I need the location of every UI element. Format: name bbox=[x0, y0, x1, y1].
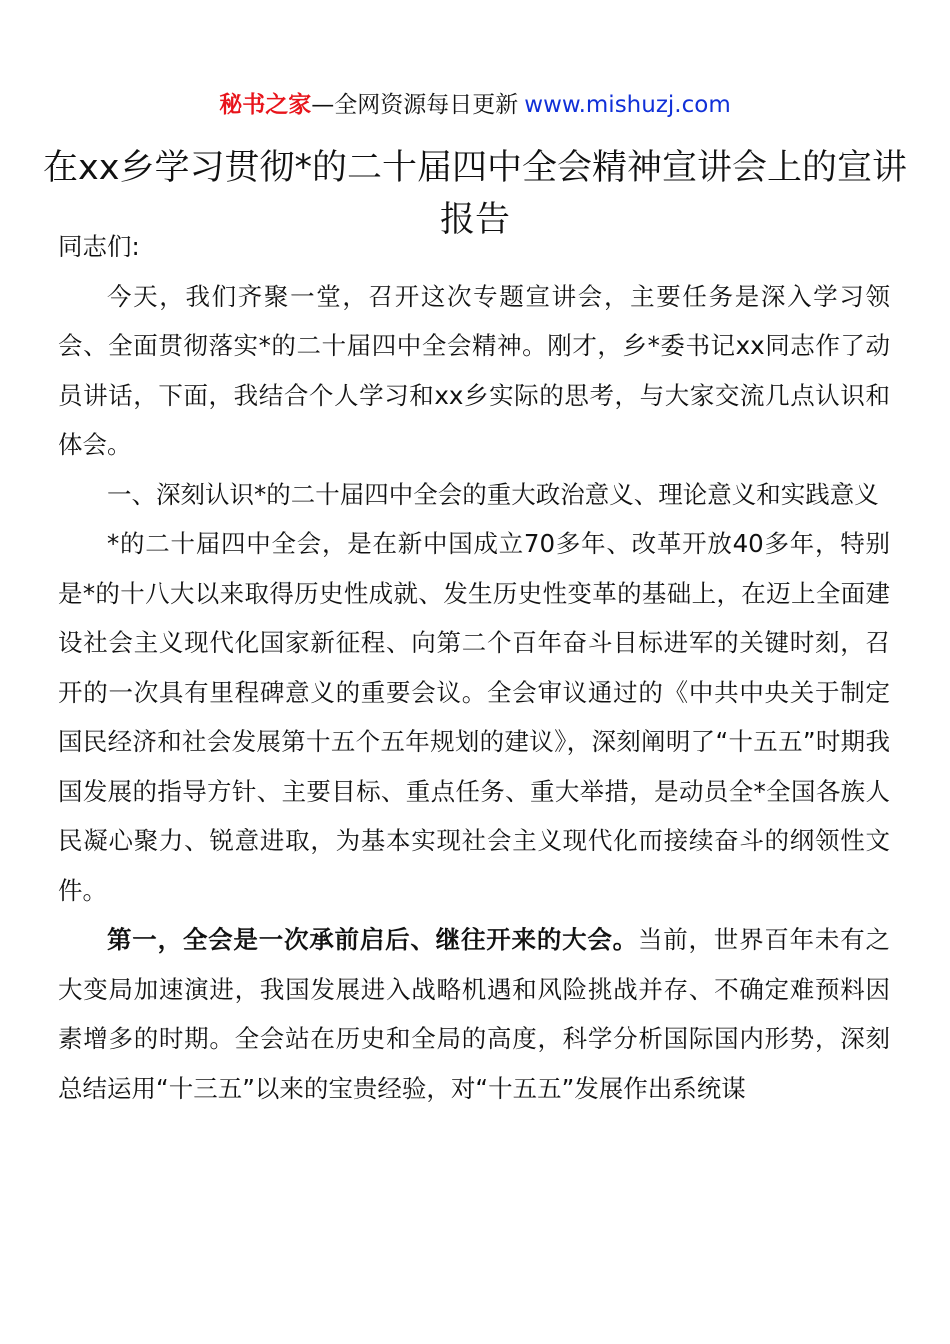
document-title: 在xx乡学习贯彻*的二十届四中全会精神宣讲会上的宣讲报告 bbox=[43, 148, 907, 240]
paragraph-background: *的二十届四中全会，是在新中国成立70多年、改革开放40多年，特别是*的十八大以来取得历史性成就、发生历史性变革的基础上，在迈上全面建设社会主义现代化国家新征程、向第二个百年奋斗目标进军的关键时刻，召开的一次具有里程碑意义的重要会议。全会审议通过的《中共中央关于制定国民经济和社会发展第十五个五年规划的建议》，深刻阐明了“十五五”时期我国发展的指导方针、主要目标、重点任务、重大举措，是动员全*全国各族人民凝心聚力、锐意进取，为基本实现社会主义现代化而接续奋斗的纲领性文件。 bbox=[58, 529, 890, 905]
document-body bbox=[58, 222, 890, 1113]
paragraph-intro: 今天，我们齐聚一堂，召开这次专题宣讲会，主要任务是深入学习领会、全面贯彻落实*的二十届四中全会精神。刚才，乡*委书记xx同志作了动员讲话，下面，我结合个人学习和xx乡实际的思考，与大家交流几点认识和体会。 bbox=[58, 281, 890, 459]
site-tagline: —全网资源每日更新 bbox=[311, 92, 519, 118]
point-1-heading: 第一，全会是一次承前启后、继往开来的大会。 bbox=[107, 925, 638, 954]
section-heading-1: 一、深刻认识*的二十届四中全会的重大政治意义、理论意义和实践意义 bbox=[107, 479, 879, 509]
site-banner bbox=[0, 88, 950, 122]
site-url-link[interactable]: www.mishuzj.com bbox=[524, 92, 731, 118]
paragraph-point-1 bbox=[58, 915, 890, 1113]
salutation: 同志们: bbox=[58, 232, 140, 261]
site-brand: 秘书之家 bbox=[219, 92, 312, 118]
point-1-text: 当前，世界百年未有之大变局加速演进，我国发展进入战略机遇和风险挑战并存、不确定难预料因素增多的时期。全会站在历史和全局的高度，科学分析国际国内形势，深刻总结运用“十三五”以来的宝贵经验，对“十五五”发展作出系统谋 bbox=[58, 925, 891, 1103]
